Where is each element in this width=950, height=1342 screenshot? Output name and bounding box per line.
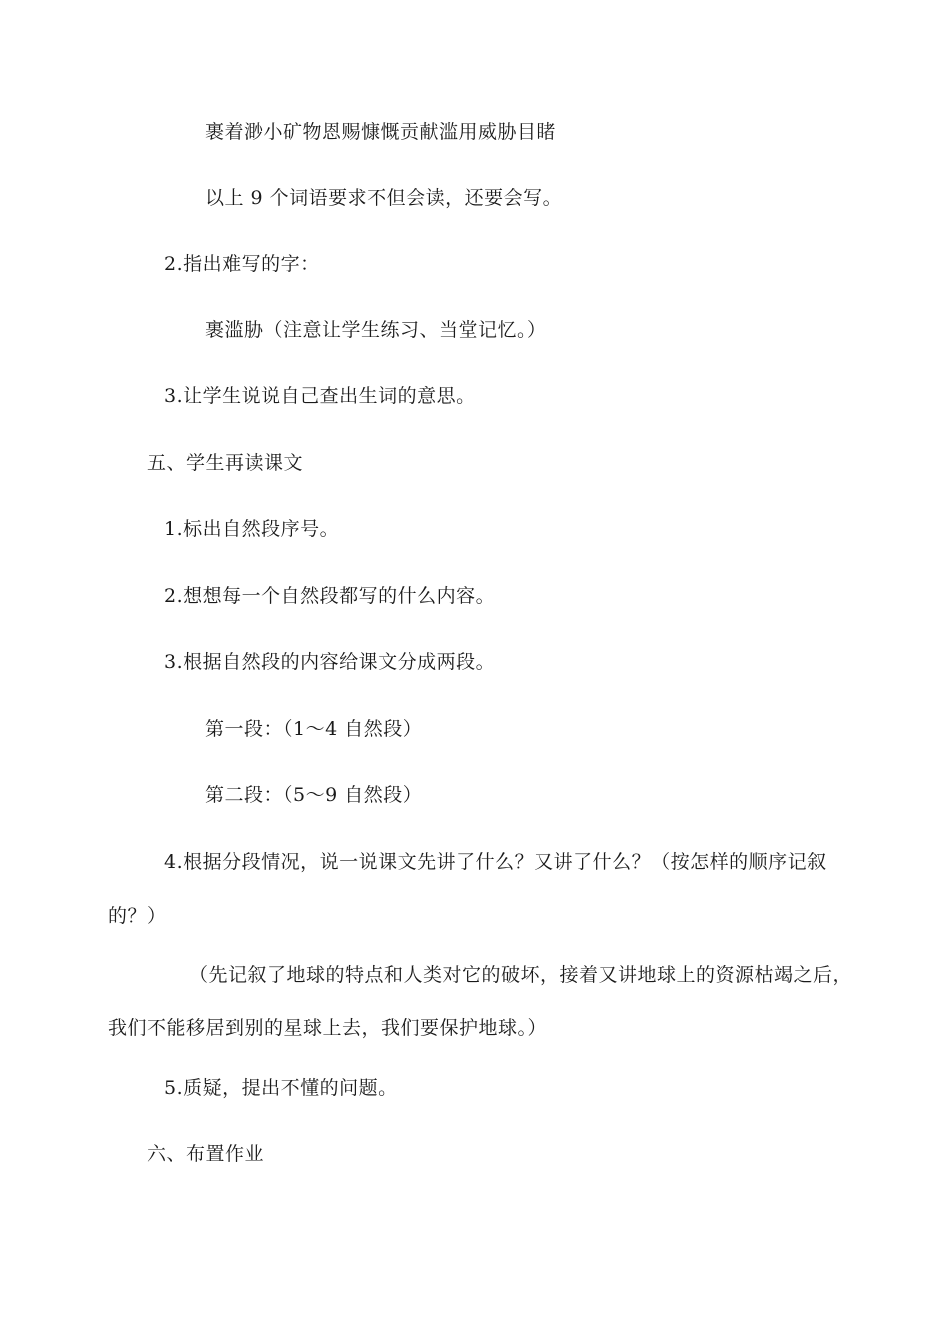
step-questions: 5.质疑，提出不懂的问题。 [164,1077,398,1099]
section-one-range: 第一段：（1～4 自然段） [205,718,423,740]
section-heading-homework: 六、布置作业 [147,1143,265,1165]
summary-answer-cont: 我们不能移居到别的星球上去，我们要保护地球。） [108,1017,548,1039]
summary-answer: （先记叙了地球的特点和人类对它的破坏，接着又讲地球上的资源枯竭之后， [189,964,853,986]
step-divide-sections: 3.根据自然段的内容给课文分成两段。 [164,651,496,673]
step-summarize-text: 4.根据分段情况，说一说课文先讲了什么？又讲了什么？（按怎样的顺序记叙 [164,851,827,873]
difficult-characters-note: 裹滥胁（注意让学生练习、当堂记忆。） [205,319,547,341]
section-heading-reread: 五、学生再读课文 [147,452,304,474]
vocabulary-requirement: 以上 9 个词语要求不但会读，还要会写。 [205,187,563,209]
step-difficult-characters: 2.指出难写的字： [164,253,320,275]
section-two-range: 第二段：（5～9 自然段） [205,784,423,806]
step-paragraph-content: 2.想想每一个自然段都写的什么内容。 [164,585,496,607]
step-summarize-text-cont: 的？） [108,905,167,927]
vocabulary-list: 裹着渺小矿物恩赐慷慨贡献滥用威胁目睹 [205,121,557,143]
step-mark-paragraphs: 1.标出自然段序号。 [164,518,340,540]
step-word-meanings: 3.让学生说说自己查出生词的意思。 [164,385,476,407]
